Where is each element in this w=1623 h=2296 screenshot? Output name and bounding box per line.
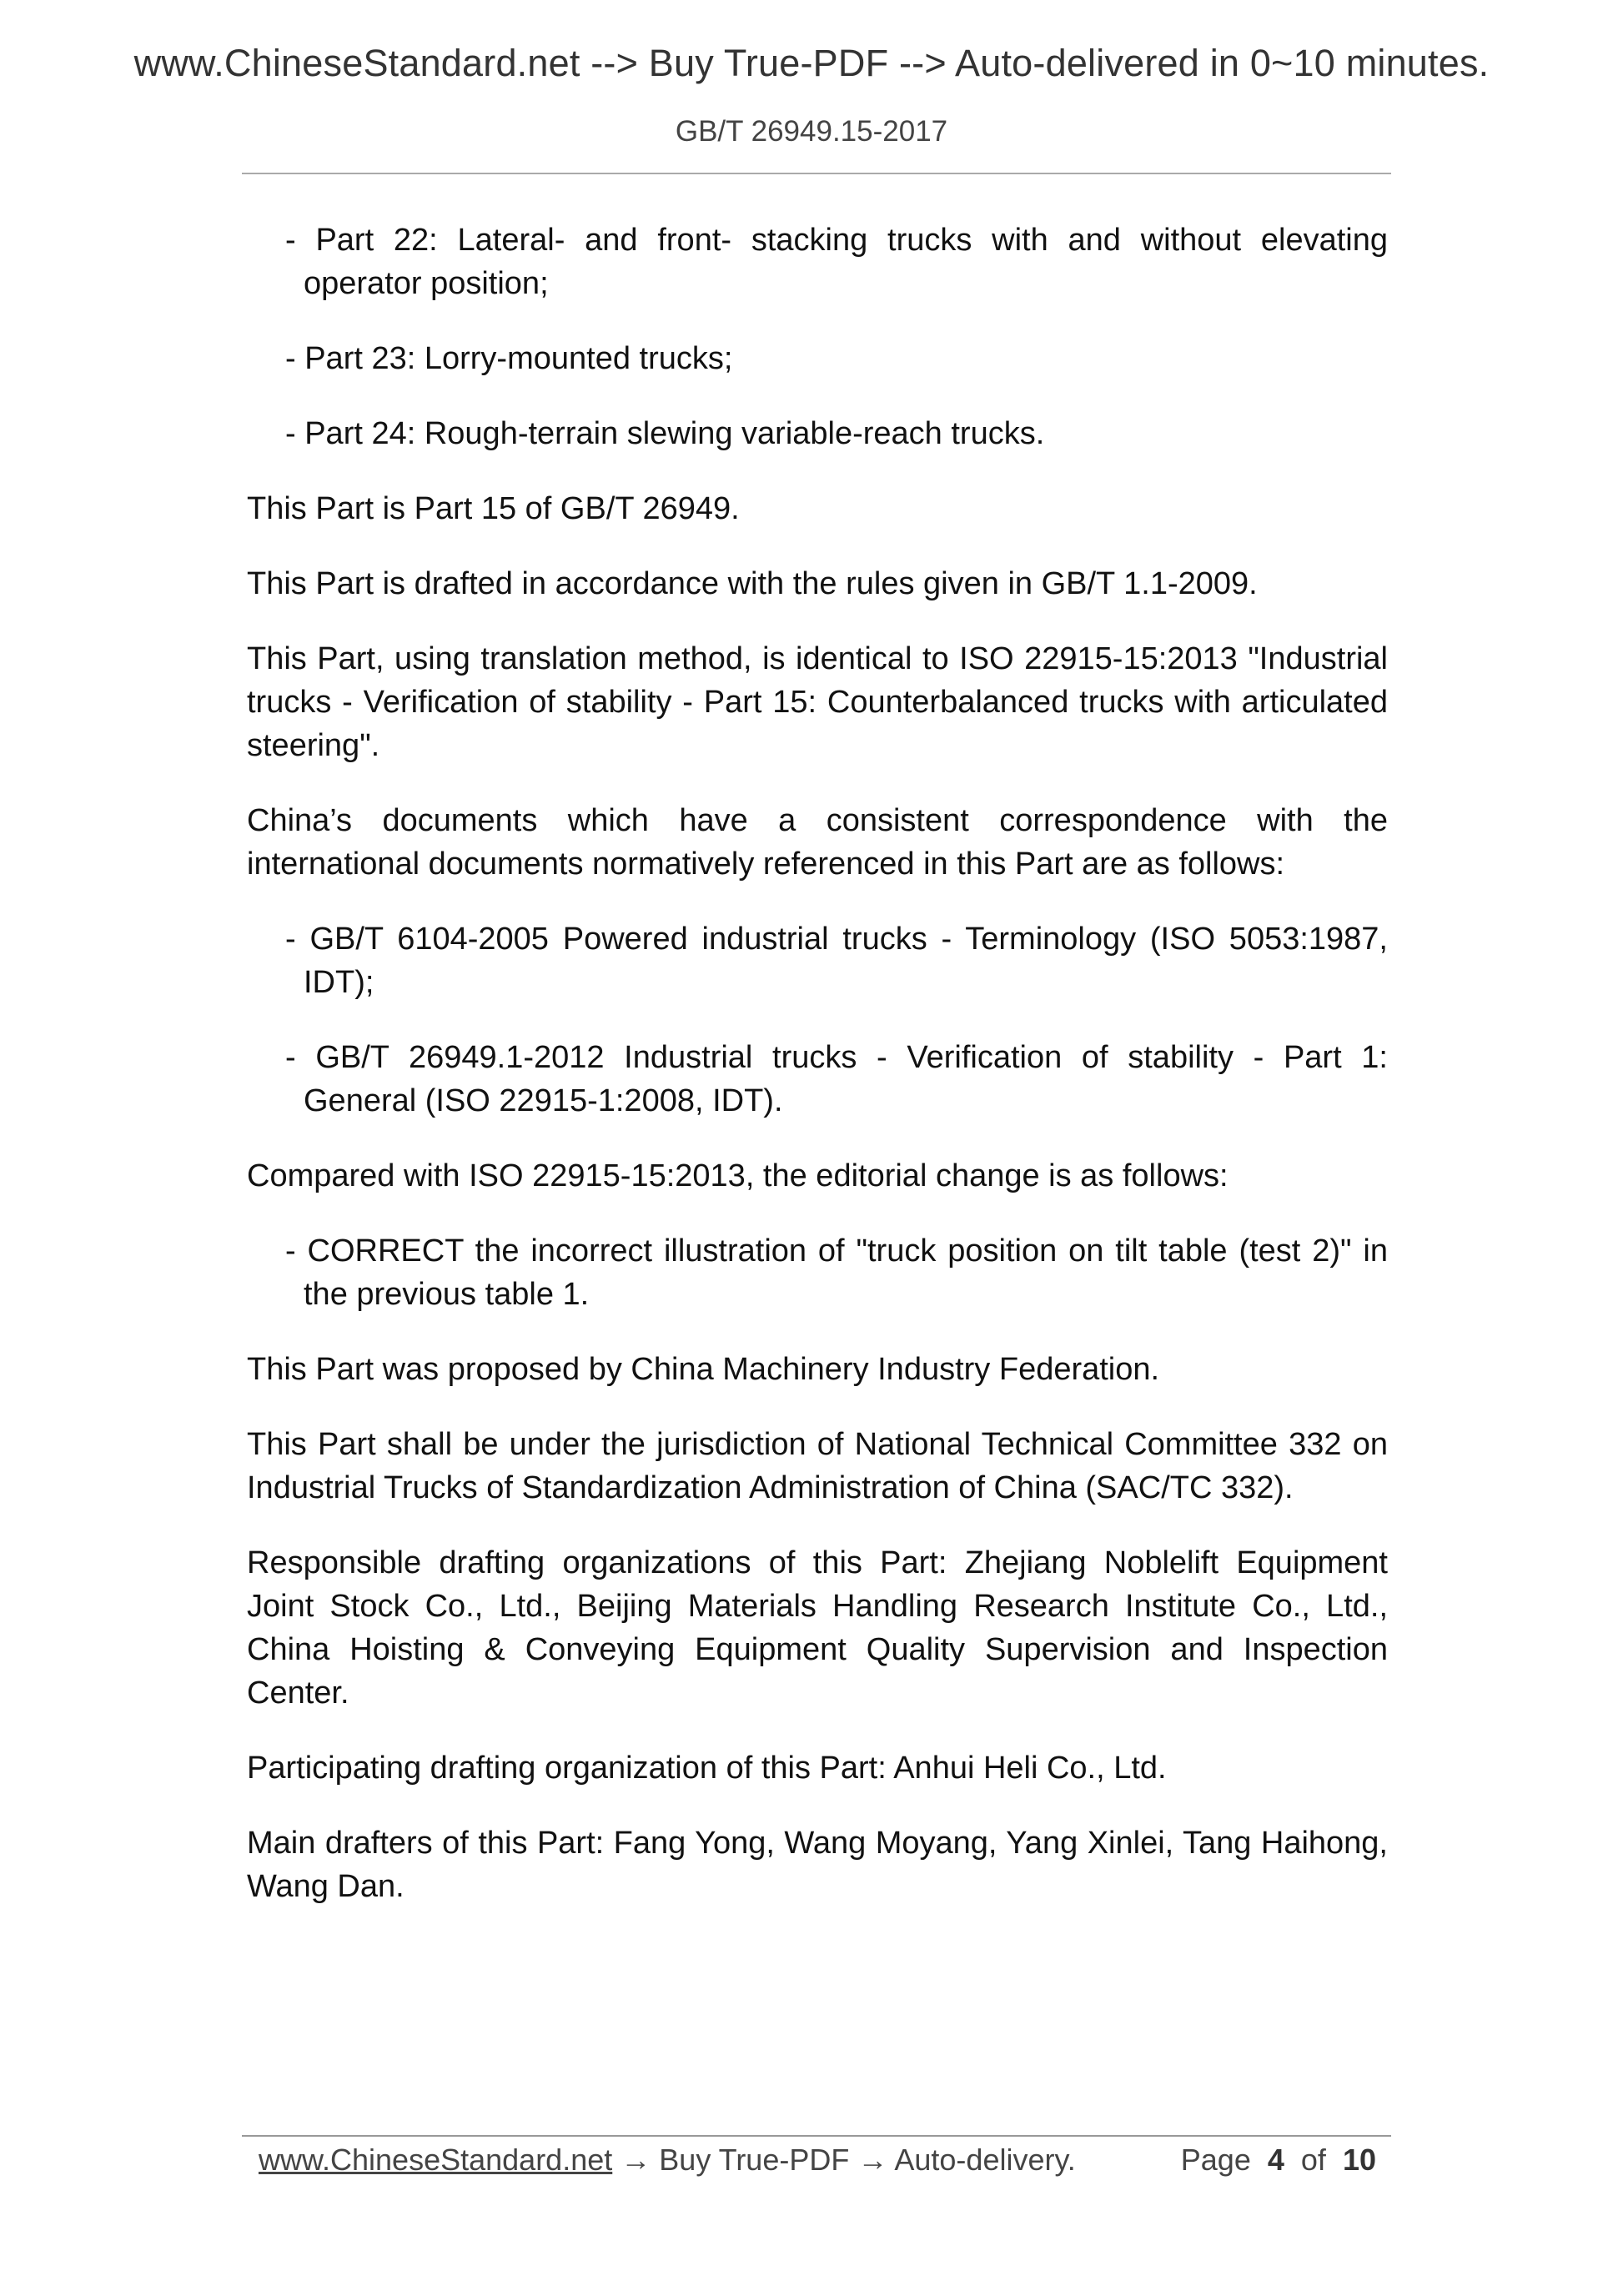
paragraph: This Part, using translation method, is identical to ISO 22915-15:2013 "Industrial trucks - Verification of stability - Part 15: Counterbalanced trucks with articulated steering". xyxy=(247,641,1388,763)
list-item: - Part 23: Lorry-mounted trucks; xyxy=(285,341,733,376)
header-banner: www.ChineseStandard.net --> Buy True-PDF --> Auto-delivered in 0~10 minutes. xyxy=(133,42,1490,84)
list-item: - CORRECT the incorrect illustration of "truck position on tilt table (test 2)" in the previous table 1. xyxy=(285,1233,1388,1312)
page-footer xyxy=(259,2140,1376,2180)
page-label: Page xyxy=(1180,2143,1251,2177)
paragraph: This Part is drafted in accordance with the rules given in GB/T 1.1-2009. xyxy=(247,566,1258,601)
page-current: 4 xyxy=(1267,2143,1284,2177)
document-body xyxy=(247,219,1388,1940)
list-item: - Part 24: Rough-terrain slewing variable-reach trucks. xyxy=(285,416,1045,451)
paragraph: This Part is Part 15 of GB/T 26949. xyxy=(247,491,740,526)
page-of: of xyxy=(1300,2143,1326,2177)
page-total: 10 xyxy=(1342,2143,1376,2177)
paragraph: Compared with ISO 22915-15:2013, the editorial change is as follows: xyxy=(247,1158,1229,1193)
list-item: - Part 22: Lateral- and front- stacking trucks with and without elevating operator position; xyxy=(285,223,1388,301)
paragraph: Main drafters of this Part: Fang Yong, Wang Moyang, Yang Xinlei, Tang Haihong, Wang Dan. xyxy=(247,1826,1388,1904)
footer-buy-text: Buy True-PDF xyxy=(659,2143,850,2177)
paragraph: China’s documents which have a consistent correspondence with the international documents normatively referenced in this Part are as follows: xyxy=(247,803,1388,882)
paragraph: This Part was proposed by China Machinery Industry Federation. xyxy=(247,1352,1160,1387)
document-number: GB/T 26949.15-2017 xyxy=(675,115,948,148)
header-divider xyxy=(242,173,1391,174)
paragraph: This Part shall be under the jurisdiction of National Technical Committee 332 on Industrial Trucks of Standardization Administration of China (SAC/TC 332). xyxy=(247,1427,1388,1505)
arrow-right-icon: → xyxy=(621,2143,651,2177)
footer-site-link[interactable]: www.ChineseStandard.net xyxy=(259,2143,613,2177)
footer-delivery-text: Auto-delivery. xyxy=(894,2143,1076,2177)
footer-divider xyxy=(242,2135,1391,2137)
paragraph: Responsible drafting organizations of this Part: Zhejiang Noblelift Equipment Joint Stock Co., Ltd., Beijing Materials Handling Research Institute Co., Ltd., China Hoisting & Conveying Equipment Quality Supervision and Inspection Center. xyxy=(247,1545,1388,1711)
arrow-right-icon: → xyxy=(857,2143,888,2177)
list-item: - GB/T 26949.1-2012 Industrial trucks - Verification of stability - Part 1: General (ISO 22915-1:2008, IDT). xyxy=(285,1040,1388,1118)
page-number xyxy=(1181,2140,1376,2180)
list-item: - GB/T 6104-2005 Powered industrial trucks - Terminology (ISO 5053:1987, IDT); xyxy=(285,922,1388,1000)
paragraph: Participating drafting organization of this Part: Anhui Heli Co., Ltd. xyxy=(247,1751,1167,1786)
